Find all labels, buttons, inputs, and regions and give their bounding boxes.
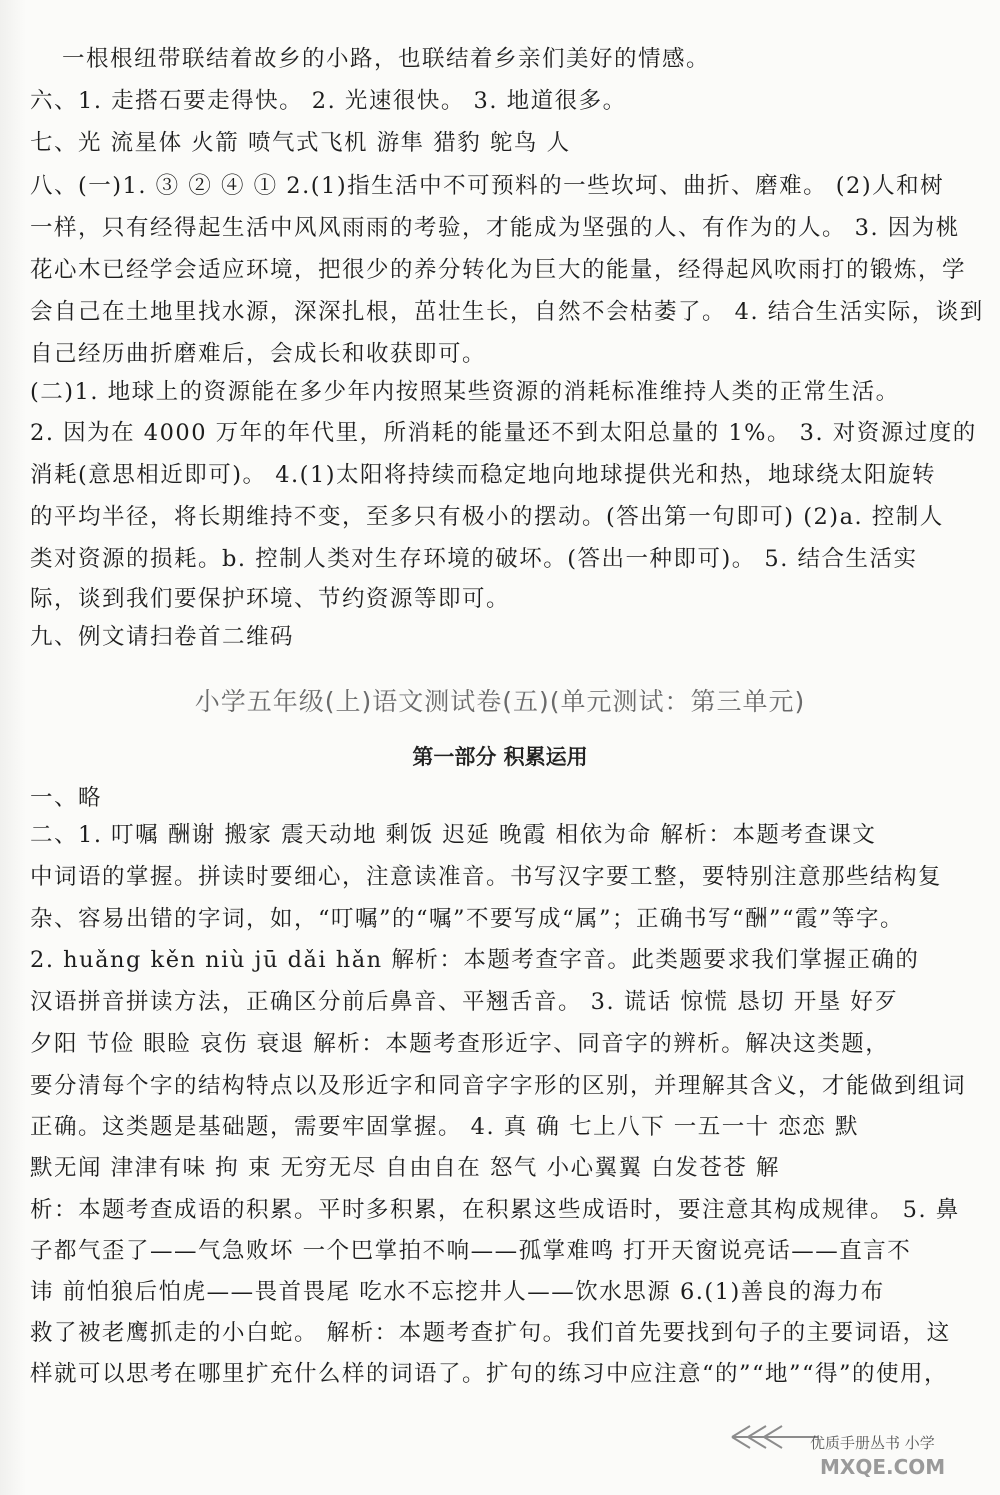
text-line: 子都气歪了——气急败坏 一个巴掌拍不响——孤掌难鸣 打开天窗说亮话——直言不	[30, 1238, 912, 1264]
text-line: 讳 前怕狼后怕虎——畏首畏尾 吃水不忘挖井人——饮水思源 6.(1)善良的海力布	[30, 1279, 885, 1305]
text-line: 一根根纽带联结着故乡的小路，也联结着乡亲们美好的情感。	[62, 46, 711, 72]
text-line: 样就可以思考在哪里扩充什么样的词语了。扩句的练习中应注意“的”“地”“得”的使用，	[30, 1361, 949, 1387]
text-line: 际，谈到我们要保护环境、节约资源等即可。	[30, 586, 511, 612]
text-line: 类对资源的损耗。b. 控制人类对生存环境的破坏。(答出一种即可)。 5. 结合生活实	[30, 546, 918, 572]
text-line: (二)1. 地球上的资源能在多少年内按照某些资源的消耗标准维持人类的正常生活。	[30, 379, 900, 405]
text-line: 二、1. 叮嘱 酬谢 搬家 震天动地 剩饭 迟延 晚霞 相依为命 解析：本题考查课文	[30, 822, 877, 848]
text-line: 2. huǎng kěn niù jū dǎi hǎn 解析：本题考查字音。此类题要求我们掌握正确的	[30, 947, 920, 973]
text-line: 七、光 流星体 火箭 喷气式飞机 游隼 猎豹 鸵鸟 人	[30, 130, 571, 156]
text-line: 析：本题考查成语的积累。平时多积累，在积累这些成语时，要注意其构成规律。 5. 鼻	[30, 1197, 960, 1223]
text-line: 2. 因为在 4000 万年的年代里，所消耗的能量还不到太阳总量的 1%。 3. 对资源过度的	[30, 420, 977, 446]
text-line: 救了被老鹰抓走的小白蛇。 解析：本题考查扩句。我们首先要找到句子的主要词语，这	[30, 1320, 951, 1346]
text-line: 一样，只有经得起生活中风风雨雨的考验，才能成为坚强的人、有作为的人。 3. 因为桃	[30, 215, 960, 241]
section-title: 小学五年级(上)语文测试卷(五)(单元测试：第三单元)	[194, 687, 806, 716]
text-line: 自己经历曲折磨难后，会成长和收获即可。	[30, 341, 487, 367]
text-line: 八、(一)1. ③ ② ④ ① 2.(1)指生活中不可预料的一些坎坷、曲折、磨难。 (2)人和树	[30, 173, 945, 199]
text-line: 花心木已经学会适应环境，把很少的养分转化为巨大的能量，经得起风吹雨打的锻炼，学	[30, 257, 967, 283]
page-footer: 优质手册丛书 小学	[810, 1434, 935, 1452]
text-line: 中词语的掌握。拼读时要细心，注意读准音。书写汉字要工整，要特别注意那些结构复	[30, 864, 943, 890]
text-line: 夕阳 节俭 眼睑 哀伤 衰退 解析：本题考查形近字、同音字的辨析。解决这类题，	[30, 1031, 890, 1057]
text-line: 的平均半径，将长期维持不变，至多只有极小的摆动。(答出第一句即可) (2)a. 控制人	[30, 504, 944, 530]
text-line: 要分清每个字的结构特点以及形近字和同音字字形的区别，并理解其含义，才能做到组词	[30, 1073, 967, 1099]
part-title: 第一部分 积累运用	[412, 745, 588, 769]
text-line: 消耗(意思相近即可)。 4.(1)太阳将持续而稳定地向地球提供光和热，地球绕太阳旋转	[30, 462, 937, 488]
text-line: 正确。这类题是基础题，需要牢固掌握。 4. 真 确 七上八下 一五一十 恋恋 默	[30, 1114, 860, 1140]
text-line: 一、略	[30, 785, 103, 811]
text-line: 杂、容易出错的字词，如，“叮嘱”的“嘱”不要写成“属”；正确书写“酬”“霞”等字。	[30, 906, 905, 932]
watermark: MXQE.COM	[820, 1455, 946, 1479]
text-line: 会自己在土地里找水源，深深扎根，茁壮生长，自然不会枯萎了。 4. 结合生活实际，谈到	[30, 299, 984, 325]
text-line: 九、例文请扫卷首二维码	[30, 624, 295, 650]
text-line: 默无闻 津津有味 拘 束 无穷无尽 自由自在 怒气 小心翼翼 白发苍苍 解	[30, 1155, 780, 1181]
text-line: 汉语拼音拼读方法，正确区分前后鼻音、平翘舌音。 3. 谎话 惊慌 恳切 开垦 好歹	[30, 989, 899, 1015]
text-line: 六、1. 走搭石要走得快。 2. 光速很快。 3. 地道很多。	[30, 88, 627, 114]
